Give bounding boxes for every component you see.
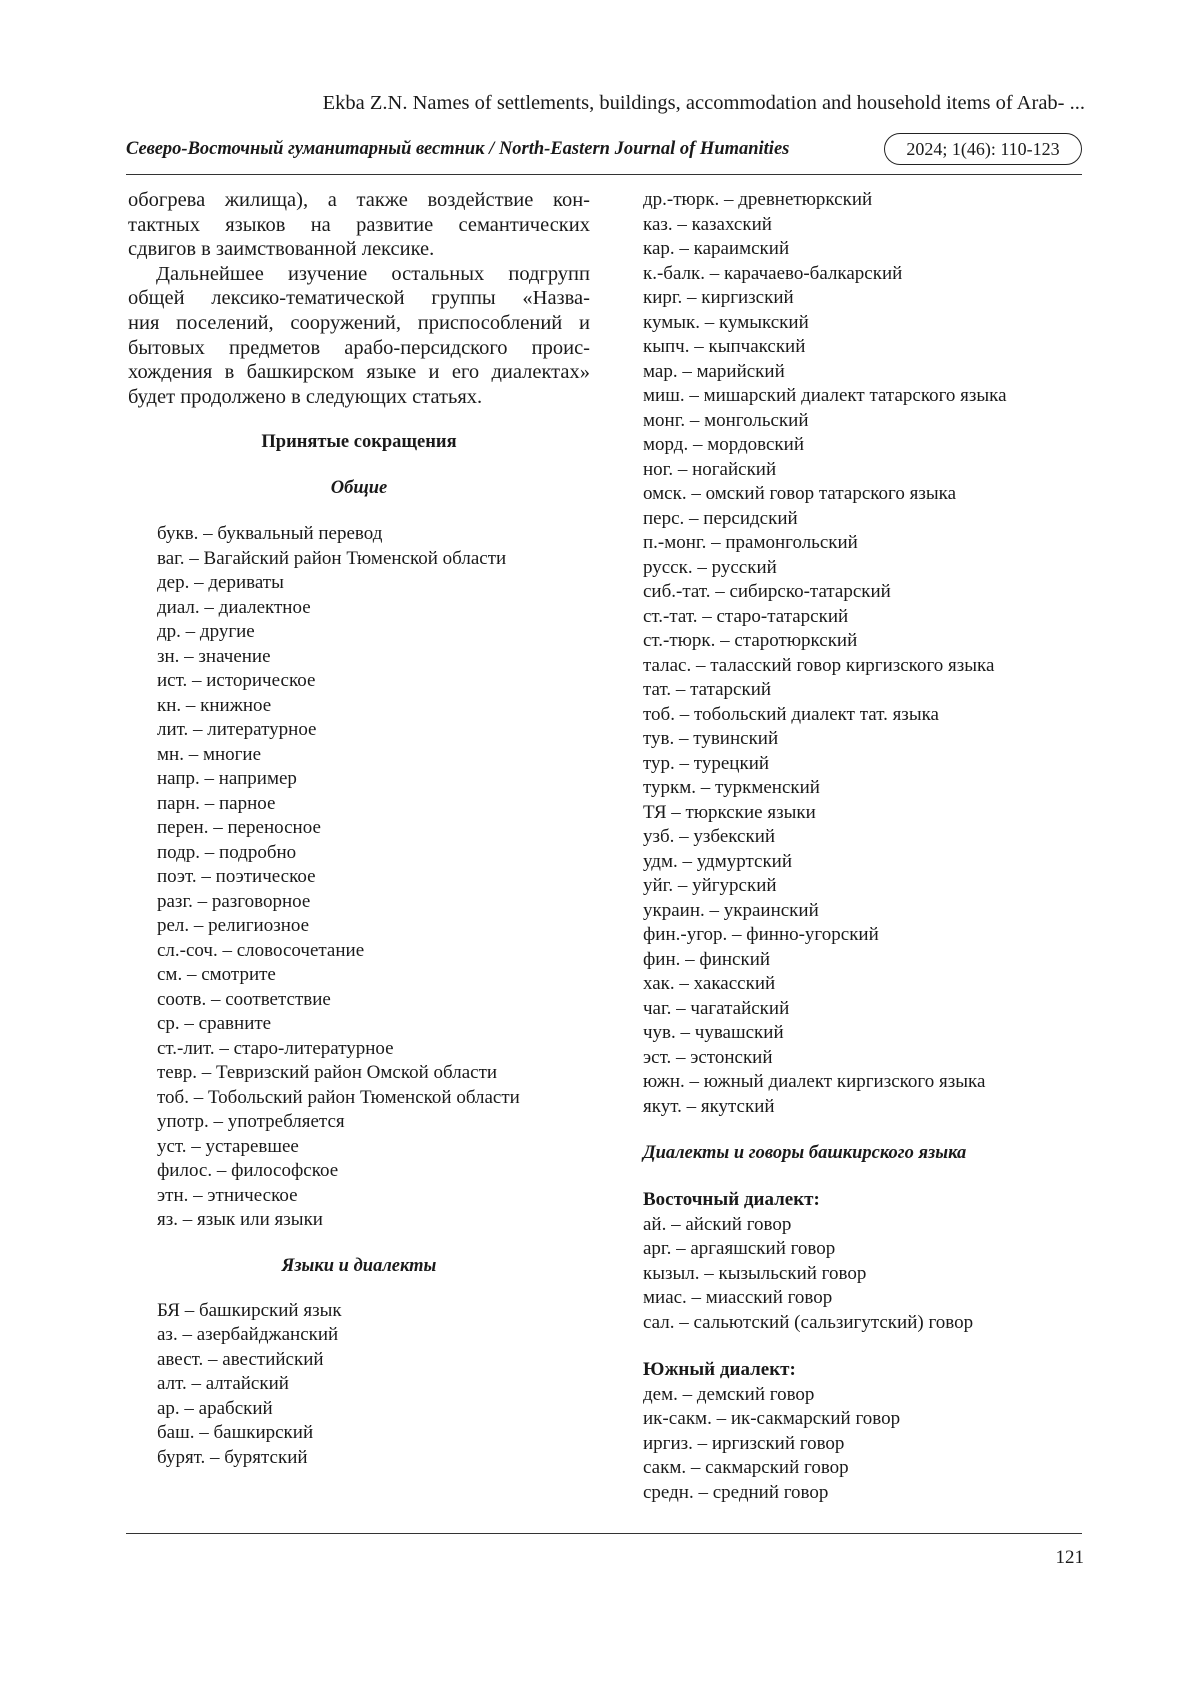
abbreviation-entry: к.-балк. – карачаево-балкарский <box>643 262 903 284</box>
abbreviation-entry: узб. – узбекский <box>643 826 776 847</box>
abbreviation-entry: соотв. – соответствие <box>157 988 331 1010</box>
abbreviation-entry: сл.-соч. – словосочетание <box>157 939 365 961</box>
abbreviation-entry: монг. – монгольский <box>643 409 809 431</box>
abbreviation-entry: баш. – башкирский <box>157 1422 314 1444</box>
text-line: хождения в башкирском языке и его диалектах» <box>128 361 590 384</box>
footer-rule <box>126 1533 1082 1534</box>
abbreviation-entry: средн. – средний говор <box>643 1481 829 1503</box>
text-line: Дальнейшее изучение остальных подгрупп <box>156 262 590 285</box>
languages-list-right <box>643 188 1083 1119</box>
abbreviation-entry: ст.-тюрк. – старотюркский <box>643 630 858 651</box>
abbreviation-entry: аз. – азербайджанский <box>157 1324 339 1346</box>
abbreviation-entry: сиб.-тат. – сибирско-татарский <box>643 581 891 602</box>
abbreviation-entry: кумык. – кумыкский <box>643 311 809 333</box>
abbreviation-entry: каз. – казахский <box>643 213 772 235</box>
abbreviation-entry: сал. – сальютский (сальзигутский) говор <box>643 1311 974 1333</box>
text-line: будет продолжено в следующих статьях. <box>128 385 483 408</box>
abbreviation-entry: ст.-лит. – старо-литературное <box>157 1037 394 1059</box>
abbreviation-entry: чаг. – чагатайский <box>643 997 790 1019</box>
running-title: Ekba Z.N. Names of settlements, buildings, accommodation and household items of Arab- ... <box>322 92 1085 114</box>
text-line: бытовых предметов арабо-персидского проис- <box>128 336 590 359</box>
abbreviation-entry: кыпч. – кыпчакский <box>643 336 806 357</box>
abbreviation-entry: арг. – аргаяшский говор <box>643 1238 836 1259</box>
abbreviation-entry: этн. – этническое <box>157 1184 298 1206</box>
abbreviation-entry: ног. – ногайский <box>643 458 777 480</box>
abbreviation-entry: якут. – якутский <box>643 1095 775 1117</box>
abbreviation-entry: зн. – значение <box>157 645 271 667</box>
abbreviation-entry: напр. – например <box>157 768 297 790</box>
abbreviation-entry: омск. – омский говор татарского языка <box>643 483 956 504</box>
abbreviation-entry: эст. – эстонский <box>643 1046 773 1068</box>
abbreviation-entry: алт. – алтайский <box>157 1373 289 1395</box>
text-line: сдвигов в заимствованной лексике. <box>128 238 435 261</box>
abbreviation-entry: фин. – финский <box>643 948 771 970</box>
abbreviation-entry: сакм. – сакмарский говор <box>643 1457 849 1478</box>
dialects-heading: Диалекты и говоры башкирского языка <box>643 1143 967 1163</box>
abbreviation-entry: чув. – чувашский <box>643 1022 784 1043</box>
intro-paragraph-1 <box>128 188 590 262</box>
left-column <box>128 188 590 1470</box>
abbreviation-entry: разг. – разговорное <box>157 890 311 912</box>
abbreviation-entry: поэт. – поэтическое <box>157 866 316 888</box>
header-rule <box>126 174 1082 175</box>
right-column <box>643 188 1083 1505</box>
southern-dialect-list <box>643 1383 1083 1506</box>
abbreviation-entry: ТЯ – тюркские языки <box>643 801 816 823</box>
abbreviation-entry: яз. – язык или языки <box>157 1209 323 1231</box>
abbreviation-entry: тур. – турецкий <box>643 752 770 774</box>
abbreviation-entry: кирг. – киргизский <box>643 287 794 308</box>
abbreviation-entry: кар. – караимский <box>643 238 790 259</box>
abbreviation-entry: БЯ – башкирский язык <box>157 1299 342 1321</box>
abbreviation-entry: ик-сакм. – ик-сакмарский говор <box>643 1408 901 1429</box>
text-line: ния поселений, сооружений, приспособлений и <box>128 311 590 334</box>
abbreviation-entry: хак. – хакасский <box>643 973 776 994</box>
text-line: тактных языков на развитие семантических <box>128 213 590 236</box>
abbreviation-entry: ср. – сравните <box>157 1013 272 1035</box>
abbreviation-entry: русск. – русский <box>643 556 777 578</box>
general-heading: Общие <box>330 478 388 499</box>
abbreviation-entry: кн. – книжное <box>157 694 272 716</box>
abbreviations-title: Принятые сокращения <box>261 432 457 453</box>
issue-badge: 2024; 1(46): 110-123 <box>884 133 1082 165</box>
languages-list-left <box>128 1299 590 1471</box>
abbreviation-entry: подр. – подробно <box>157 841 297 863</box>
abbreviation-entry: тат. – татарский <box>643 679 772 700</box>
abbreviation-entry: букв. – буквальный перевод <box>157 523 383 545</box>
abbreviation-entry: мар. – марийский <box>643 360 785 382</box>
abbreviation-entry: миас. – миасский говор <box>643 1287 833 1308</box>
abbreviation-entry: кызыл. – кызыльский говор <box>643 1262 867 1284</box>
abbreviation-entry: ваг. – Вагайский район Тюменской области <box>157 547 507 569</box>
abbreviation-entry: др. – другие <box>157 621 255 643</box>
abbreviation-entry: дем. – демский говор <box>643 1383 815 1405</box>
abbreviation-entry: фин.-угор. – финно-угорский <box>643 924 879 945</box>
abbreviation-entry: украин. – украинский <box>643 899 819 921</box>
abbreviation-entry: авест. – авестийский <box>157 1348 324 1370</box>
abbreviation-entry: тевр. – Тевризский район Омской области <box>157 1062 498 1084</box>
abbreviation-entry: иргиз. – иргизский говор <box>643 1432 845 1454</box>
abbreviation-entry: уйг. – уйгурский <box>643 875 777 896</box>
abbreviation-entry: рел. – религиозное <box>157 915 310 937</box>
abbreviation-entry: миш. – мишарский диалект татарского языка <box>643 385 1007 406</box>
abbreviation-entry: см. – смотрите <box>157 964 276 986</box>
abbreviation-entry: южн. – южный диалект киргизского языка <box>643 1071 986 1092</box>
abbreviation-entry: бурят. – бурятский <box>157 1446 308 1468</box>
abbreviation-entry: др.-тюрк. – древнетюркский <box>643 189 873 210</box>
text-line: обогрева жилища), а также воздействие кон- <box>128 189 590 211</box>
abbreviation-entry: дер. – дериваты <box>157 572 284 594</box>
languages-heading: Языки и диалекты <box>281 1255 437 1276</box>
abbreviation-entry: лит. – литературное <box>157 719 317 741</box>
eastern-dialect-heading: Восточный диалект: <box>643 1189 820 1210</box>
text-line: общей лексико-тематической группы «Назва- <box>128 287 590 310</box>
abbreviation-entry: п.-монг. – прамонгольский <box>643 532 858 553</box>
abbreviation-entry: диал. – диалектное <box>157 596 311 618</box>
page-number: 121 <box>1055 1547 1084 1568</box>
abbreviation-entry: ст.-тат. – старо-татарский <box>643 605 849 627</box>
eastern-dialect-list <box>643 1213 1083 1336</box>
abbreviation-entry: тув. – тувинский <box>643 728 779 749</box>
abbreviation-entry: талас. – таласский говор киргизского языка <box>643 654 995 676</box>
journal-header <box>126 133 1082 167</box>
southern-dialect-heading: Южный диалект: <box>643 1359 796 1380</box>
abbreviation-entry: перен. – переносное <box>157 817 321 839</box>
abbreviation-entry: филос. – философское <box>157 1160 339 1182</box>
abbreviation-entry: удм. – удмуртский <box>643 850 793 872</box>
abbreviation-entry: ай. – айский говор <box>643 1213 792 1235</box>
abbreviation-entry: морд. – мордовский <box>643 434 804 455</box>
journal-title: Северо-Восточный гуманитарный вестник / North-Eastern Journal of Humanities <box>126 139 790 159</box>
abbreviation-entry: туркм. – туркменский <box>643 777 820 798</box>
abbreviation-entry: ист. – историческое <box>157 670 316 692</box>
abbreviation-entry: тоб. – Тобольский район Тюменской области <box>157 1086 520 1108</box>
abbreviation-entry: мн. – многие <box>157 743 262 765</box>
intro-paragraph-2 <box>128 262 590 410</box>
abbreviation-entry: уст. – устаревшее <box>157 1135 299 1157</box>
abbreviation-entry: тоб. – тобольский диалект тат. языка <box>643 703 939 725</box>
general-abbreviations-list <box>128 522 590 1233</box>
abbreviation-entry: перс. – персидский <box>643 507 798 529</box>
abbreviation-entry: ар. – арабский <box>157 1397 273 1419</box>
abbreviation-entry: употр. – употребляется <box>157 1111 345 1133</box>
abbreviation-entry: парн. – парное <box>157 792 276 814</box>
